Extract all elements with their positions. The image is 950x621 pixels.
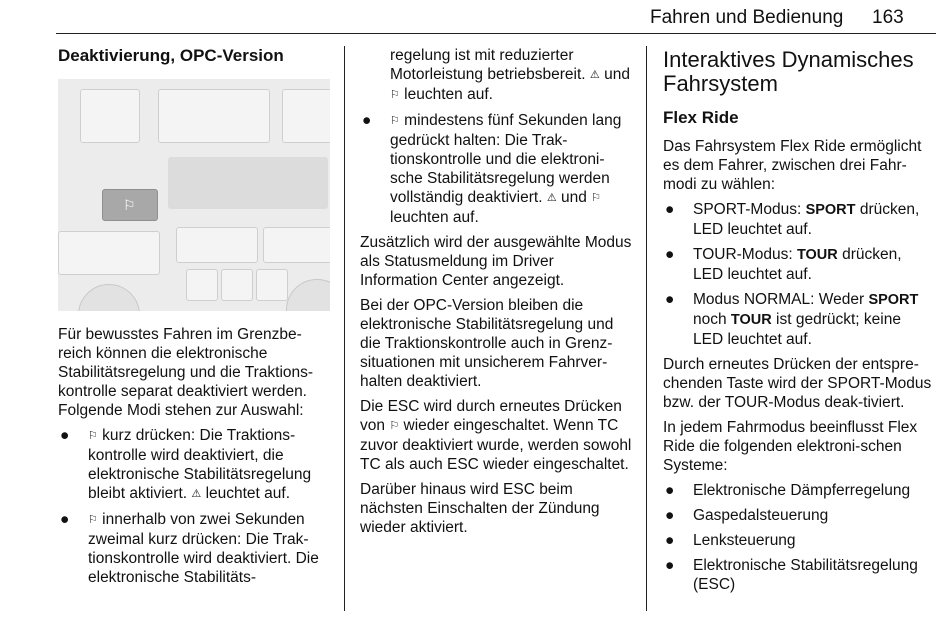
paragraph: Bei der OPC-Version bleiben die elektronische Stabilitätsregelung und die Traktionskontrolle auch in Grenz-situationen mit unsicherem Fahrver-halten deaktiviert. bbox=[360, 297, 614, 390]
list-item: ● Elektronische Dämpferregelung bbox=[665, 482, 911, 499]
column-3 bbox=[663, 46, 935, 600]
section-title: Fahren und Bedienung bbox=[650, 7, 844, 28]
sub-heading: Flex Ride bbox=[663, 108, 739, 127]
list-item: ● ⚐ innerhalb von zwei Sekunden zweimal kurz drücken: Die Trak-tionskontrolle wird deaktiviert. Die elektronische Stabilitäts- bbox=[60, 511, 319, 586]
page-number: 163 bbox=[872, 7, 904, 28]
paragraph: Zusätzlich wird der ausgewählte Modus als Statusmeldung im Driver Information Center angezeigt. bbox=[360, 234, 632, 289]
traction-control-off-icon: ⚐ bbox=[88, 514, 98, 526]
intro-paragraph: Für bewusstes Fahren im Grenzbe-reich können die elektronische Stabilitätsregelung und die Traktions-kontrolle separat deaktiviert werden. Folgende Modi stehen zur Auswahl: bbox=[58, 326, 314, 419]
paragraph: In jedem Fahrmodus beeinflusst Flex Ride die folgenden elektroni-schen Systeme: bbox=[663, 419, 918, 474]
paragraph: Die ESC wird durch erneutes Drücken von ⚐ wieder eingeschaltet. Wenn TC zuvor deaktiviert wurde, werden sowohl TC als auch ESC wieder eingeschaltet. bbox=[360, 398, 632, 473]
list-item: ● ⚐ kurz drücken: Die Traktions-kontrolle wird deaktiviert, die elektronische Stabilitätsregelung bleibt aktiviert. ⚠ leuchtet auf. bbox=[60, 427, 312, 502]
list-item: ● TOUR-Modus: TOUR drücken, LED leuchtet auf. bbox=[665, 246, 902, 283]
list-item: ● Lenksteuerung bbox=[665, 532, 796, 549]
esc-off-icon: ⚠ bbox=[191, 488, 202, 500]
column-divider-1 bbox=[344, 46, 345, 611]
paragraph: Das Fahrsystem Flex Ride ermöglicht es dem Fahrer, zwischen drei Fahr-modi zu wählen: bbox=[663, 138, 922, 193]
list-item: ● ⚐ mindestens fünf Sekunden lang gedrückt halten: Die Trak-tionskontrolle und die elektroni-sche Stabilitätsregelung werden vollständig deaktiviert. ⚠ und ⚐ leuchten auf. bbox=[362, 112, 622, 226]
traction-control-off-icon: ⚐ bbox=[88, 430, 98, 442]
list-item: ● Elektronische Stabilitätsregelung (ESC) bbox=[665, 557, 918, 593]
esc-off-icon: ⚠ bbox=[589, 69, 600, 81]
section-heading: Deaktivierung, OPC-Version bbox=[58, 46, 284, 65]
header-rule bbox=[56, 33, 936, 34]
paragraph: Darüber hinaus wird ESC beim nächsten Einschalten der Zündung wieder aktiviert. bbox=[360, 481, 600, 536]
column-2 bbox=[360, 46, 632, 543]
page-header bbox=[0, 0, 950, 36]
traction-control-off-icon: ⚐ bbox=[390, 115, 400, 127]
traction-control-off-icon: ⚐ bbox=[591, 192, 602, 204]
traction-control-off-icon: ⚐ bbox=[390, 89, 400, 101]
traction-control-off-icon: ⚐ bbox=[123, 197, 136, 213]
main-heading: Interaktives Dynamisches Fahrsystem bbox=[663, 47, 914, 96]
column-divider-2 bbox=[646, 46, 647, 611]
column-1 bbox=[58, 46, 330, 593]
traction-control-button bbox=[102, 189, 158, 221]
list-item-continued: regelung ist mit reduzierter Motorleistung betriebsbereit. ⚠ und ⚐ leuchten auf. bbox=[390, 47, 630, 103]
console-photo bbox=[58, 79, 330, 311]
esc-off-icon: ⚠ bbox=[546, 192, 557, 204]
list-item: ● Modus NORMAL: Weder SPORT noch TOUR ist gedrückt; keine LED leuchtet auf. bbox=[665, 291, 919, 348]
traction-control-off-icon: ⚐ bbox=[389, 420, 400, 432]
paragraph: Durch erneutes Drücken der entspre-chenden Taste wird der SPORT-Modus bzw. der TOUR-Modus deak-tiviert. bbox=[663, 356, 932, 411]
list-item: ● SPORT-Modus: SPORT drücken, LED leuchtet auf. bbox=[665, 201, 920, 238]
list-item: ● Gaspedalsteuerung bbox=[665, 507, 829, 524]
